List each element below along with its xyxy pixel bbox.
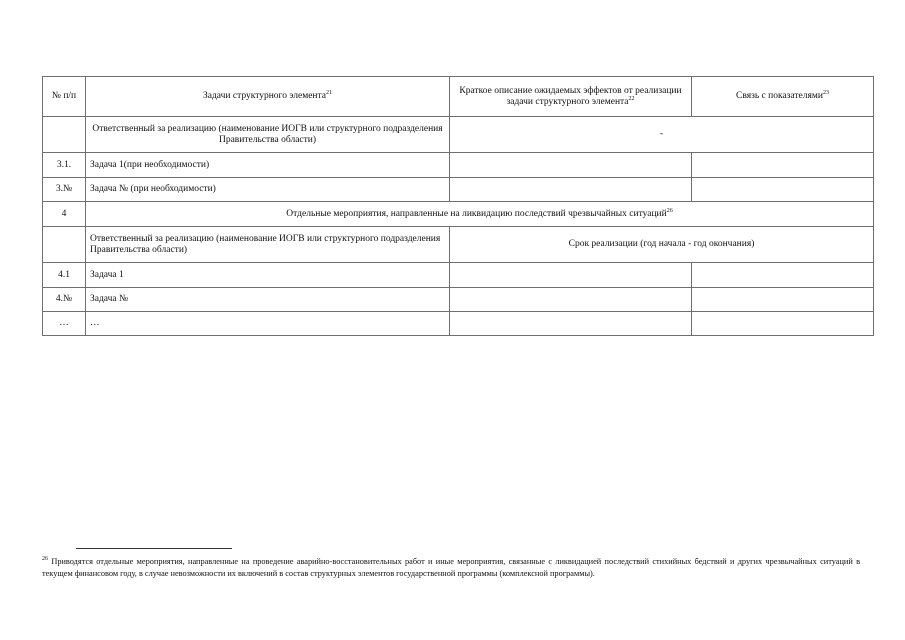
row-task: Задача № (при необходимости) (86, 178, 450, 202)
row-effects (450, 312, 692, 336)
row-link (692, 288, 874, 312)
header-effects-text: Краткое описание ожидаемых эффектов от реализации задачи структурного элемента (459, 85, 682, 107)
header-tasks (86, 77, 450, 117)
section-num: 4 (43, 202, 86, 227)
table-header-row (43, 77, 874, 117)
table-row (43, 288, 874, 312)
row-task: Задача 1(при необходимости) (86, 153, 450, 178)
footnote-number: 26 (42, 556, 48, 563)
row-link (692, 153, 874, 178)
table-row (43, 178, 874, 202)
empty-cell (43, 117, 86, 153)
row-link (692, 312, 874, 336)
row-link (692, 178, 874, 202)
header-link (692, 77, 874, 117)
footnote-text: Приводятся отдельные мероприятия, направленные на проведение аварийно-восстановительных работ и иные мероприятия, связанные с ликвидацией последствий стихийных бедствий и других чрезвычайных ситуаций в текущем финансовом году, в случае невозможности их включений в состав структурных элементов государственной программы (комплексной программы). (42, 557, 860, 578)
section-title (86, 202, 874, 227)
row-effects (450, 178, 692, 202)
header-tasks-text: Задачи структурного элемента (202, 91, 327, 101)
row-num: 4.№ (43, 288, 86, 312)
responsible-label-2: Ответственный за реализацию (наименование ИОГВ или структурного подразделения Правительства области) (86, 227, 450, 263)
responsible-row-1 (43, 117, 874, 153)
footnote-ref-23: 23 (822, 89, 829, 96)
table-row (43, 153, 874, 178)
footnote-ref-22: 22 (628, 95, 635, 102)
row-num: 4.1 (43, 263, 86, 288)
footnote-ref-26: 26 (666, 207, 673, 214)
row-task: Задача № (86, 288, 450, 312)
responsible-label-1: Ответственный за реализацию (наименование ИОГВ или структурного подразделения Правительства области) (86, 117, 450, 153)
footnote-ref-21: 21 (326, 89, 333, 96)
empty-cell (43, 227, 86, 263)
header-num (43, 77, 86, 117)
row-num: 3.1. (43, 153, 86, 178)
row-num: 3.№ (43, 178, 86, 202)
implementation-period: Срок реализации (год начала - год окончания) (450, 227, 874, 263)
responsible-value-1: - (450, 117, 874, 153)
row-num: … (43, 312, 86, 336)
header-link-text: Связь с показателями (736, 91, 823, 101)
table-row (43, 312, 874, 336)
header-num-text: № п/п (51, 91, 77, 101)
row-effects (450, 263, 692, 288)
section-title-text: Отдельные мероприятия, направленные на ликвидацию последствий чрезвычайных ситуаций (286, 208, 667, 219)
header-effects (450, 77, 692, 117)
structural-element-table (42, 76, 874, 336)
table-row (43, 263, 874, 288)
row-task: … (86, 312, 450, 336)
responsible-row-2 (43, 227, 874, 263)
row-effects (450, 153, 692, 178)
footnote-separator (76, 548, 232, 549)
footnote (42, 556, 860, 579)
row-effects (450, 288, 692, 312)
row-task: Задача 1 (86, 263, 450, 288)
section-row (43, 202, 874, 227)
row-link (692, 263, 874, 288)
